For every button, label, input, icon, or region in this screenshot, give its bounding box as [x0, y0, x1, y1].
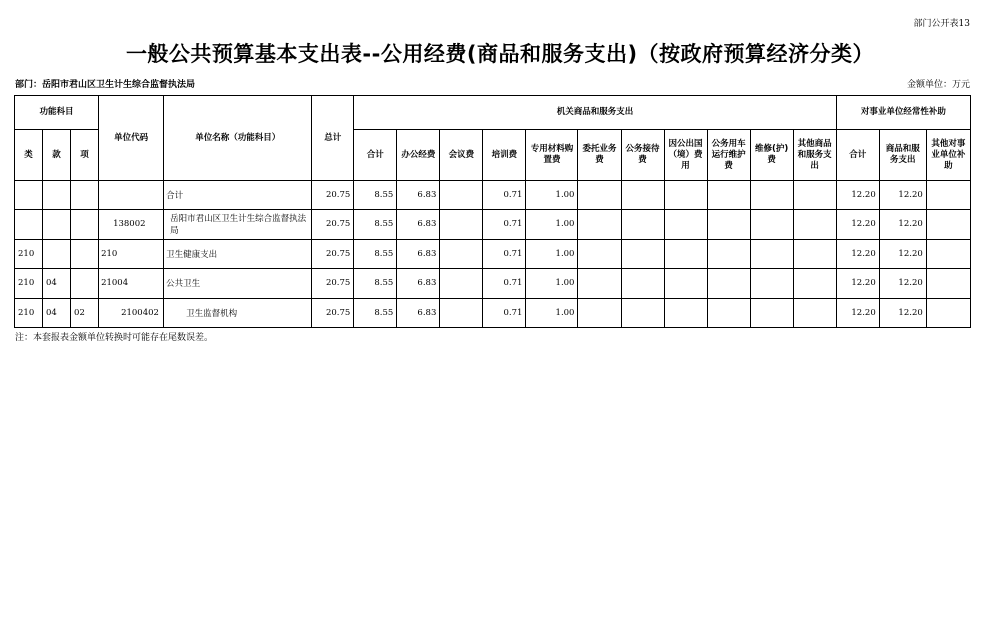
cell-value: 8.55 [354, 210, 397, 240]
cell-value [926, 210, 970, 240]
cell-value: 8.55 [354, 181, 397, 210]
cell-value [926, 298, 970, 328]
table-row [15, 181, 971, 210]
cell-value [926, 239, 970, 269]
cell-value [793, 181, 836, 210]
expenditure-table [14, 95, 971, 328]
cell-kuan [43, 181, 71, 210]
cell-xiang [71, 210, 99, 240]
cell-value [750, 239, 793, 269]
cell-value [621, 298, 664, 328]
page-title: 一般公共预算基本支出表--公用经费(商品和服务支出)（按政府预算经济分类） [125, 42, 875, 66]
header-col: 委托业务费 [578, 130, 621, 181]
header-xiang: 项 [71, 130, 99, 181]
cell-value: 6.83 [397, 239, 440, 269]
cell-value [578, 210, 621, 240]
header-col: 办公经费 [397, 130, 440, 181]
table-row [15, 239, 971, 269]
header-col: 合计 [836, 130, 879, 181]
header-col: 商品和服务支出 [879, 130, 926, 181]
cell-total: 20.75 [312, 298, 354, 328]
cell-value: 12.20 [879, 269, 926, 299]
table-row [15, 269, 971, 299]
cell-unit-name: 合计 [164, 181, 312, 210]
cell-value: 8.55 [354, 269, 397, 299]
cell-unit-code: 138002 [99, 210, 164, 240]
cell-value [440, 181, 483, 210]
header-col: 合计 [354, 130, 397, 181]
cell-value: 12.20 [836, 181, 879, 210]
cell-value: 1.00 [526, 210, 578, 240]
cell-unit-code [99, 181, 164, 210]
cell-value [578, 298, 621, 328]
header-lei: 类 [15, 130, 43, 181]
cell-value: 12.20 [879, 239, 926, 269]
cell-value [750, 298, 793, 328]
cell-lei [15, 181, 43, 210]
cell-xiang [71, 239, 99, 269]
cell-value [440, 298, 483, 328]
amount-unit-label: 金额单位：万元 [906, 80, 970, 90]
cell-lei [15, 210, 43, 240]
cell-value [707, 239, 750, 269]
cell-value [793, 269, 836, 299]
cell-value [793, 210, 836, 240]
cell-kuan [43, 239, 71, 269]
cell-value [621, 269, 664, 299]
cell-value: 12.20 [879, 210, 926, 240]
cell-value [707, 298, 750, 328]
department-label: 部门：岳阳市君山区卫生计生综合监督执法局 [15, 80, 196, 90]
cell-value [750, 210, 793, 240]
cell-unit-code: 21004 [99, 269, 164, 299]
cell-kuan [43, 210, 71, 240]
header-total: 总计 [312, 96, 354, 181]
header-unit-code: 单位代码 [99, 96, 164, 181]
cell-total: 20.75 [312, 269, 354, 299]
cell-value: 0.71 [483, 269, 526, 299]
cell-value [578, 239, 621, 269]
header-col: 其他对事业单位补助 [926, 130, 970, 181]
header-col: 专用材料购置费 [526, 130, 578, 181]
cell-value [793, 239, 836, 269]
cell-value: 6.83 [397, 181, 440, 210]
cell-value: 8.55 [354, 298, 397, 328]
cell-xiang [71, 181, 99, 210]
cell-value: 0.71 [483, 181, 526, 210]
cell-value [750, 269, 793, 299]
cell-value [926, 181, 970, 210]
cell-unit-name: 岳阳市君山区卫生计生综合监督执法局 [164, 210, 312, 240]
cell-value: 0.71 [483, 210, 526, 240]
header-col: 公务用车运行维护费 [707, 130, 750, 181]
header-sub-group: 对事业单位经常性补助 [836, 96, 970, 130]
cell-value [926, 269, 970, 299]
cell-value [621, 239, 664, 269]
header-col: 会议费 [440, 130, 483, 181]
cell-total: 20.75 [312, 239, 354, 269]
header-kuan: 款 [43, 130, 71, 181]
table-row [15, 210, 971, 240]
cell-value [578, 181, 621, 210]
cell-value [793, 298, 836, 328]
header-row-1 [15, 96, 971, 130]
cell-value: 12.20 [879, 181, 926, 210]
header-org-group: 机关商品和服务支出 [354, 96, 836, 130]
cell-value: 1.00 [526, 269, 578, 299]
cell-xiang [71, 269, 99, 299]
cell-kuan: 04 [43, 298, 71, 328]
cell-value [621, 181, 664, 210]
cell-value: 1.00 [526, 298, 578, 328]
cell-value [664, 239, 707, 269]
cell-value: 0.71 [483, 298, 526, 328]
cell-unit-code: 210 [99, 239, 164, 269]
cell-value [664, 210, 707, 240]
cell-lei: 210 [15, 269, 43, 299]
cell-value: 6.83 [397, 298, 440, 328]
cell-value [750, 181, 793, 210]
cell-value [440, 239, 483, 269]
header-col: 其他商品和服务支出 [793, 130, 836, 181]
header-col: 公务接待费 [621, 130, 664, 181]
cell-unit-name: 卫生监督机构 [164, 298, 312, 328]
cell-total: 20.75 [312, 181, 354, 210]
cell-value: 12.20 [879, 298, 926, 328]
header-col: 维修(护)费 [750, 130, 793, 181]
footnote: 注：本套报表金额单位转换时可能存在尾数误差。 [15, 333, 214, 343]
cell-value [664, 269, 707, 299]
cell-lei: 210 [15, 239, 43, 269]
cell-value: 12.20 [836, 298, 879, 328]
cell-value [664, 298, 707, 328]
cell-value [440, 269, 483, 299]
cell-value: 6.83 [397, 269, 440, 299]
table-row [15, 298, 971, 328]
cell-kuan: 04 [43, 269, 71, 299]
cell-value: 12.20 [836, 239, 879, 269]
header-unit-name: 单位名称（功能科目） [164, 96, 312, 181]
cell-value [707, 269, 750, 299]
header-col: 培训费 [483, 130, 526, 181]
cell-total: 20.75 [312, 210, 354, 240]
cell-value: 1.00 [526, 181, 578, 210]
cell-lei: 210 [15, 298, 43, 328]
cell-value [440, 210, 483, 240]
cell-unit-name: 卫生健康支出 [164, 239, 312, 269]
cell-value [707, 181, 750, 210]
cell-value [621, 210, 664, 240]
cell-value: 0.71 [483, 239, 526, 269]
cell-value [707, 210, 750, 240]
cell-unit-name: 公共卫生 [164, 269, 312, 299]
cell-value: 6.83 [397, 210, 440, 240]
cell-unit-code: 2100402 [99, 298, 164, 328]
header-func-subject: 功能科目 [15, 96, 99, 130]
page-code: 部门公开表13 [913, 19, 970, 29]
cell-value: 8.55 [354, 239, 397, 269]
header-col: 因公出国（境）费用 [664, 130, 707, 181]
cell-value: 12.20 [836, 210, 879, 240]
cell-xiang: 02 [71, 298, 99, 328]
cell-value: 1.00 [526, 239, 578, 269]
cell-value: 12.20 [836, 269, 879, 299]
cell-value [578, 269, 621, 299]
cell-value [664, 181, 707, 210]
